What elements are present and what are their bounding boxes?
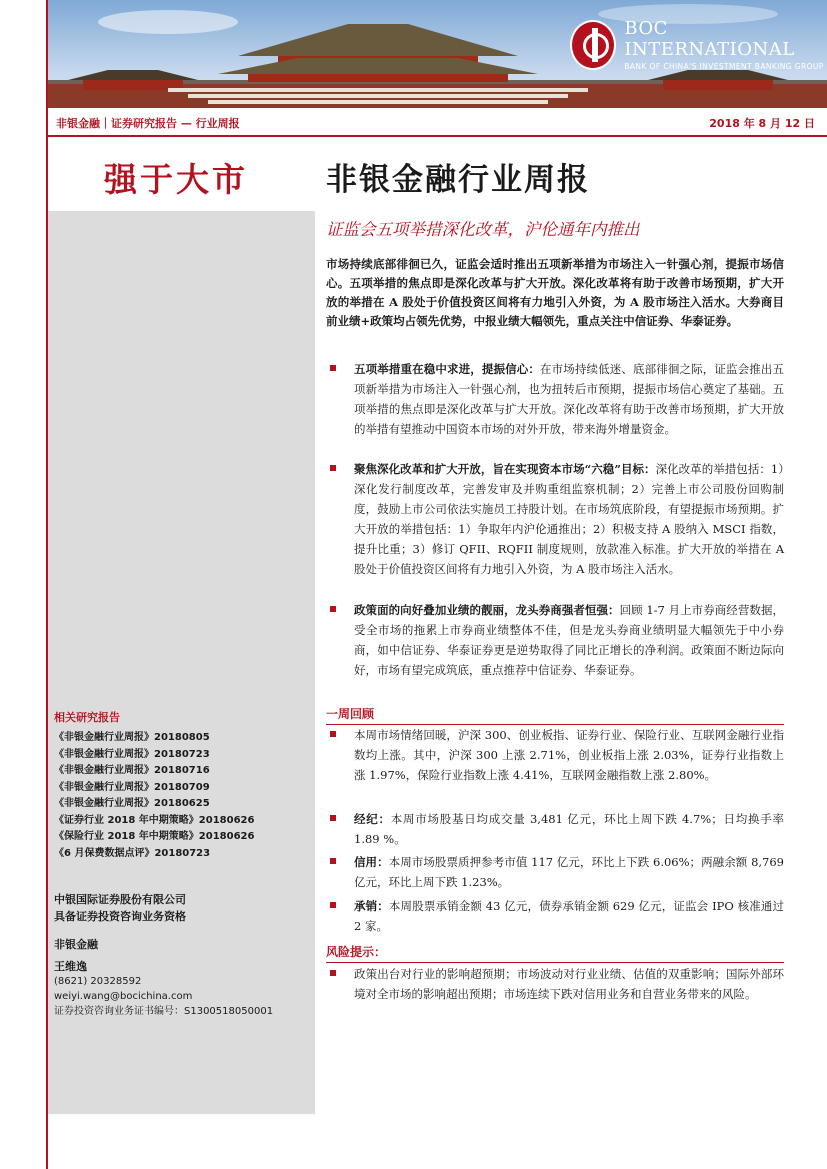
related-report-item: 《证券行业 2018 年中期策略》20180626 (54, 814, 255, 826)
report-header-bar (48, 110, 827, 137)
bullet-item (326, 964, 784, 1004)
bank-of-china-emblem-icon (570, 20, 616, 70)
section-title-week-review: 一周回顾 (326, 705, 784, 725)
bullet-item (326, 725, 784, 785)
report-date: 2018 年 8 月 12 日 (709, 117, 815, 130)
bullet-text: 本周市场股票质押参考市值 117 亿元，环比上下跌 6.06%；两融余额 8,769 亿元，环比上周下跌 1.23%。 (354, 855, 784, 889)
bullet-item (326, 600, 784, 680)
related-report-item: 《非银金融行业周报》20180625 (54, 798, 210, 809)
analyst-license: 证券投资咨询业务证书编号：S1300518050001 (54, 1006, 274, 1017)
bullet-lead: 经纪： (354, 812, 391, 826)
bullet-item (326, 852, 784, 892)
bullet-square-icon (330, 902, 336, 908)
related-reports-title: 相关研究报告 (54, 711, 120, 724)
related-report-item: 《非银金融行业周报》20180709 (54, 781, 210, 793)
bullet-lead: 政策面的向好叠加业绩的靓丽，龙头券商强者恒强： (354, 603, 620, 617)
related-reports (54, 709, 254, 862)
bullet-item (326, 459, 784, 579)
company-qualification: 具备证券投资咨询业务资格 (54, 910, 186, 923)
related-report-item: 《保险行业 2018 年中期策略》20180626 (54, 831, 255, 842)
company-block (54, 891, 186, 925)
related-report-item: 《非银金融行业周报》20180805 (54, 732, 210, 743)
section-title-risk: 风险提示： (326, 943, 784, 963)
bullet-text: 政策出台对行业的影响超预期；市场波动对行业业绩、估值的双重影响；国际外部环境对全市场的影响超出预期；市场连续下跌对信用业务和自营业务带来的风险。 (354, 967, 784, 1001)
analyst-block (54, 959, 273, 1019)
rating-label: 强于大市 (104, 160, 248, 199)
bullet-text: 本周股票承销金额 43 亿元，债券承销金额 629 亿元，证监会 IPO 核准通过 2 家。 (354, 899, 785, 933)
bullet-lead: 承销： (354, 899, 389, 913)
related-report-item: 《非银金融行业周报》20180723 (54, 748, 210, 760)
bullet-square-icon (330, 970, 336, 976)
bullet-item (326, 896, 784, 936)
bullet-lead: 聚焦深化改革和扩大开放，旨在实现资本市场“六稳”目标： (354, 462, 656, 476)
bullet-item (326, 809, 784, 849)
bullet-text: 本周市场情绪回暖，沪深 300、创业板指、证券行业、保险行业、互联网金融行业指数均上涨。其中，沪深 300 上涨 2.71%，创业板指上涨 2.03%，证券行业指数上涨 1.97%，保险行业指数上涨 4.41%，互联网金融指数上涨 2.80%。 (354, 728, 784, 782)
report-subtitle: 证监会五项举措深化改革，沪伦通年内推出 (326, 220, 640, 239)
analyst-phone: (8621) 20328592 (54, 976, 142, 987)
executive-summary: 市场持续底部徘徊已久，证监会适时推出五项新举措为市场注入一针强心剂，提振市场信心。五项举措的焦点即是深化改革与扩大开放。深化改革将有助于改善市场预期，扩大开放的举措在 A 股处于价值投资区间将有力地引入外资，为 A 股市场注入活水。大券商目前业绩+政策均占领先优势，中报业绩大幅领先，重点关注中信证券、华泰证券。 (326, 257, 784, 328)
bullet-text: 回顾 1-7 月上市券商经营数据，受全市场的拖累上市券商业绩整体不佳，但是龙头券商业绩明显大幅领先于中小券商，如中信证券、华泰证券更是逆势取得了同比正增长的净利润。政策面不断边际向好，市场有望完成筑底，重点推荐中信证券、华泰证券。 (354, 603, 784, 677)
header-banner (48, 0, 827, 108)
bullet-square-icon (330, 815, 336, 821)
bullet-text: 深化改革的举措包括：1）深化发行制度改革，完善发审及并购重组监察机制；2）完善上市公司股份回购制度，鼓励上市公司依法实施员工持股计划。在市场筑底阶段，有望提振市场预期。扩大开放的举措包括：1）争取年内沪伦通推出；2）积极支持 A 股纳入 MSCI 指数，提升比重；3）修订 QFII、RQFII 制度规则，放款准入标准。扩大开放的举措在 A 股处于价值投资区间将有力地引入外资，为 A 股市场注入活水。 (354, 462, 784, 576)
sidebar (48, 139, 315, 1114)
bullet-lead: 信用： (354, 855, 389, 869)
bullet-square-icon (330, 858, 336, 864)
rating-box (48, 139, 315, 213)
bullet-text: 本周市场股基日均成交量 3,481 亿元，环比上周下跌 4.7%；日均换手率 1.89 %。 (354, 812, 784, 846)
logo-title: BOC INTERNATIONAL (624, 18, 795, 60)
related-report-item: 《6 月保费数据点评》20180723 (54, 847, 211, 859)
sector-label: 非银金融 (54, 938, 98, 951)
analyst-email[interactable]: weiyi.wang@bocichina.com (54, 991, 193, 1002)
report-title: 非银金融行业周报 (326, 162, 590, 198)
bullet-item (326, 359, 784, 439)
bullet-text: 在市场持续低迷、底部徘徊之际，证监会推出五项新举措为市场注入一针强心剂，也为扭转后市预期，提振市场信心奠定了基础。五项举措的焦点即是深化改革与扩大开放。深化改革将有助于改善市场预期，扩大开放的举措有望推动中国资本市场的对外开放，带来海外增量资金。 (354, 362, 784, 436)
company-name: 中银国际证券股份有限公司 (54, 893, 186, 906)
boc-international-logo (570, 18, 827, 71)
related-report-item: 《非银金融行业周报》20180716 (54, 765, 210, 776)
bullet-square-icon (330, 465, 336, 471)
bullet-lead: 五项举措重在稳中求进，提振信心： (354, 362, 540, 376)
bullet-square-icon (330, 365, 336, 371)
bullet-square-icon (330, 606, 336, 612)
breadcrumb: 非银金融｜证券研究报告 — 行业周报 (56, 117, 240, 130)
logo-subtitle: BANK OF CHINA'S INVESTMENT BANKING GROUP (624, 62, 824, 71)
bullet-square-icon (330, 731, 336, 737)
analyst-name: 王维逸 (54, 960, 87, 973)
